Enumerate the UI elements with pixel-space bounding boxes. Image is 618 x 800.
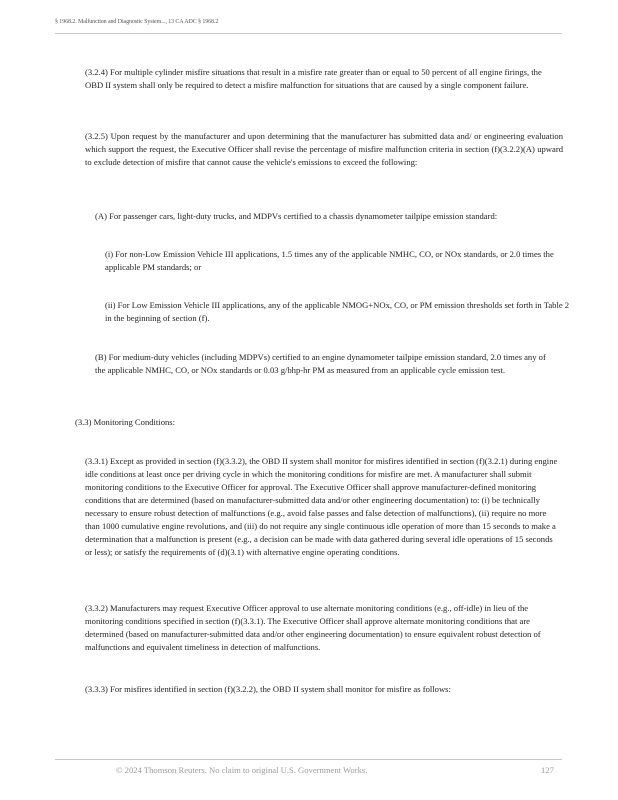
footer-copyright: © 2024 Thomson Reuters. No claim to original U.S. Government Works. bbox=[116, 765, 368, 775]
paragraph-3-2-5-a: (A) For passenger cars, light-duty trucks, and MDPVs certified to a chassis dynamometer tailpipe emission standard: bbox=[95, 211, 498, 221]
paragraph-3-3-2: (3.3.2) Manufacturers may request Executive Officer approval to use alternate monitoring conditions (e.g., off-idle) in lieu of the monitoring conditions specified in section (f)(3.3.1). The Executive Officer shall approve alternate monitoring conditions that are determined (based on manufacturer-submitted data and/or other engineering documentation) to ensure equivalent robust detection of malfunctions and equivalent timeliness in detection of malfunctions. bbox=[85, 603, 541, 652]
section-heading-3-3: (3.3) Monitoring Conditions: bbox=[75, 417, 176, 427]
paragraph-3-2-4: (3.2.4) For multiple cylinder misfire situations that result in a misfire rate greater than or equal to 50 percent of all engine firings, the OBD II system shall only be required to detect a misfire malfunction for situations that are caused by a single component failure. bbox=[85, 67, 542, 90]
footer-divider bbox=[55, 759, 562, 760]
paragraph-3-2-5-b: (B) For medium-duty vehicles (including MDPVs) certified to an engine dynamometer tailpipe emission standard, 2.0 times any of the applicable NMHC, CO, or NOx standards or 0.03 g/bhp-hr PM as measured from an applicable cycle emission test. bbox=[95, 352, 546, 375]
header-divider bbox=[55, 33, 562, 34]
paragraph-3-2-5: (3.2.5) Upon request by the manufacturer and upon determining that the manufacturer has submitted data and/ or engineering evaluation which support the request, the Executive Officer shall revise the percentage of misfire malfunction criteria in section (f)(3.2.2)(A) upward to exclude detection of misfire that cannot cause the vehicle's emissions to exceed the following: bbox=[85, 131, 563, 167]
paragraph-3-2-5-a-i: (i) For non-Low Emission Vehicle III applications, 1.5 times any of the applicable NMHC, CO, or NOx standards, or 2.0 times the applicable PM standards; or bbox=[105, 249, 554, 272]
paragraph-3-3-1: (3.3.1) Except as provided in section (f)(3.3.2), the OBD II system shall monitor for misfires identified in section (f)(3.2.1) during engine idle conditions at least once per driving cycle in which the monitoring conditions for misfire are met. A manufacturer shall submit monitoring conditions to the Executive Officer for approval. The Executive Officer shall approve manufacturer-defined monitoring conditions that are determined (based on manufacturer-submitted data and/or other engineering documentation) to: (i) be technically necessary to ensure robust detection of malfunctions (e.g., avoid false passes and false detection of malfunctions), (ii) require no more than 1000 cumulative engine revolutions, and (iii) do not require any single continuous idle operation of more than 15 seconds to make a determination that a malfunction is present (e.g., a decision can be made with data gathered during several idle operations of 15 seconds or less); or satisfy the requirements of (d)(3.1) with alternative engine operating conditions. bbox=[85, 456, 558, 557]
running-header-citation: § 1968.2. Malfunction and Diagnostic System..., 13 CA ADC § 1968.2 bbox=[55, 19, 219, 25]
page-number: 127 bbox=[541, 765, 554, 775]
paragraph-3-3-3: (3.3.3) For misfires identified in section (f)(3.2.2), the OBD II system shall monitor for misfire as follows: bbox=[85, 684, 451, 694]
paragraph-3-2-5-a-ii: (ii) For Low Emission Vehicle III applications, any of the applicable NMOG+NOx, CO, or PM emission thresholds set forth in Table 2 in the beginning of section (f). bbox=[105, 300, 570, 323]
